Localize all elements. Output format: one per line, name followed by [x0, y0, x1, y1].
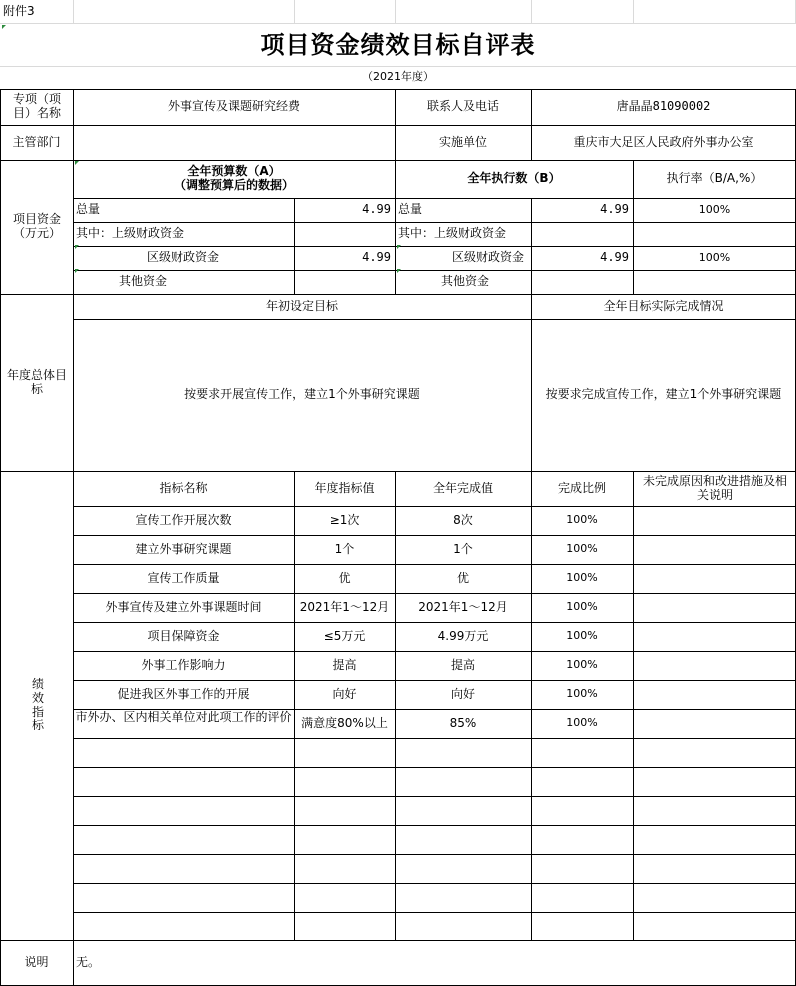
perf-header-name: 指标名称 — [159, 481, 208, 496]
grid-line — [395, 0, 396, 24]
perf-row-target: 向好 — [332, 686, 357, 701]
perf-row-target: ≥1次 — [329, 512, 360, 527]
grid-line — [0, 89, 1, 986]
total-budget-value: 4.99 — [362, 202, 391, 217]
perf-header-target: 年度指标值 — [314, 481, 375, 496]
annual-goal-label: 年度总体目标 — [6, 367, 67, 396]
grid-line — [633, 0, 634, 24]
perf-row-ratio: 100% — [566, 658, 598, 672]
upper-exec-label: 其中：上级财政资金 — [398, 226, 507, 241]
total-exec-label: 总量 — [398, 202, 423, 217]
perf-header-done: 全年完成值 — [432, 481, 493, 496]
district-budget-label: 区级财政资金 — [146, 250, 219, 265]
budget-header — [73, 160, 395, 198]
perf-row-target: 1个 — [334, 541, 355, 556]
attachment-label: 附件3 — [3, 3, 35, 18]
contact-value: 唐晶晶81090002 — [616, 99, 711, 114]
perf-row-ratio: 100% — [566, 542, 598, 556]
grid-line — [73, 738, 796, 739]
contact-label: 联系人及电话 — [426, 99, 499, 114]
perf-row-name: 外事宣传及建立外事课题时间 — [105, 599, 262, 614]
perf-label: 绩效指标 — [31, 676, 44, 733]
perf-row-ratio: 100% — [566, 716, 598, 730]
other-budget-label: 其他资金 — [118, 273, 167, 288]
grid-line — [73, 854, 796, 855]
perf-row-target: 提高 — [332, 657, 357, 672]
grid-line — [73, 825, 796, 826]
impl-value: 重庆市大足区人民政府外事办公室 — [573, 135, 754, 150]
perf-row-done: 85% — [449, 715, 477, 730]
district-rate-value: 100% — [698, 250, 731, 264]
perf-row-ratio: 100% — [566, 600, 598, 614]
planned-goal-header: 年初设定目标 — [265, 298, 338, 313]
perf-header-note: 未完成原因和改进措施及相关说明 — [642, 474, 787, 502]
grid-line — [73, 912, 796, 913]
exec-header: 全年执行数（B） — [467, 171, 561, 186]
remark-label: 说明 — [24, 955, 49, 970]
perf-row-ratio: 100% — [566, 629, 598, 643]
perf-row-done: 8次 — [453, 512, 473, 527]
perf-row-name: 促进我区外事工作的开展 — [117, 686, 250, 701]
district-exec-value: 4.99 — [600, 250, 629, 265]
other-exec-label: 其他资金 — [440, 273, 489, 288]
project-name: 外事宣传及课题研究经费 — [167, 99, 300, 114]
perf-row-done: 4.99万元 — [437, 628, 489, 643]
budget-header-line1: 全年预算数（A） — [187, 164, 281, 179]
budget-header-line2: （调整预算后的数据） — [173, 178, 294, 192]
perf-row-target: 满意度80%以上 — [301, 715, 388, 730]
dept-label: 主管部门 — [12, 135, 61, 150]
page-title: 项目资金绩效目标自评表 — [260, 30, 536, 60]
project-name-label: 专项（项目）名称 — [12, 92, 61, 120]
perf-row-target: ≤5万元 — [323, 628, 366, 643]
dept-value — [73, 126, 395, 160]
remark-value: 无。 — [76, 955, 101, 970]
rate-header: 执行率（B/A,%） — [666, 171, 763, 186]
perf-row-name: 建立外事研究课题 — [135, 541, 232, 556]
perf-row-name: 外事工作影响力 — [141, 657, 226, 672]
year-label: （2021年度） — [362, 69, 434, 83]
perf-row-done: 提高 — [450, 657, 475, 672]
perf-row-done: 1个 — [453, 541, 473, 556]
perf-row-name: 宣传工作质量 — [147, 570, 220, 585]
funds-label: 项目资金（万元） — [12, 211, 61, 240]
grid-line — [531, 0, 532, 24]
total-exec-value: 4.99 — [600, 202, 629, 217]
perf-row-target: 2021年1～12月 — [299, 599, 390, 614]
upper-budget-label: 其中：上级财政资金 — [76, 226, 185, 241]
perf-row-ratio: 100% — [566, 687, 598, 701]
perf-row-done: 向好 — [450, 686, 475, 701]
planned-goal-text: 按要求开展宣传工作，建立1个外事研究课题 — [184, 387, 420, 402]
actual-goal-header: 全年目标实际完成情况 — [603, 298, 724, 313]
grid-line — [73, 796, 796, 797]
perf-row-name: 项目保障资金 — [147, 628, 220, 643]
district-budget-value: 4.99 — [362, 250, 391, 265]
grid-line — [73, 883, 796, 884]
perf-header-ratio: 完成比例 — [557, 481, 606, 496]
actual-goal-text: 按要求完成宣传工作，建立1个外事研究课题 — [545, 387, 782, 402]
perf-row-name: 宣传工作开展次数 — [135, 512, 232, 527]
grid-line — [633, 471, 634, 940]
perf-row-done: 优 — [456, 570, 469, 585]
total-rate-value: 100% — [698, 202, 731, 216]
perf-row-ratio: 100% — [566, 513, 598, 527]
grid-line — [294, 0, 295, 24]
perf-row-name: 市外办、区内相关单位对此项工作的评价 — [75, 710, 292, 724]
perf-row-ratio: 100% — [566, 571, 598, 585]
perf-row-target: 优 — [338, 570, 351, 585]
perf-row-done: 2021年1～12月 — [418, 599, 508, 614]
district-exec-label: 区级财政资金 — [451, 250, 524, 265]
impl-label: 实施单位 — [438, 135, 487, 150]
grid-line — [73, 767, 796, 768]
total-budget-label: 总量 — [76, 202, 101, 217]
